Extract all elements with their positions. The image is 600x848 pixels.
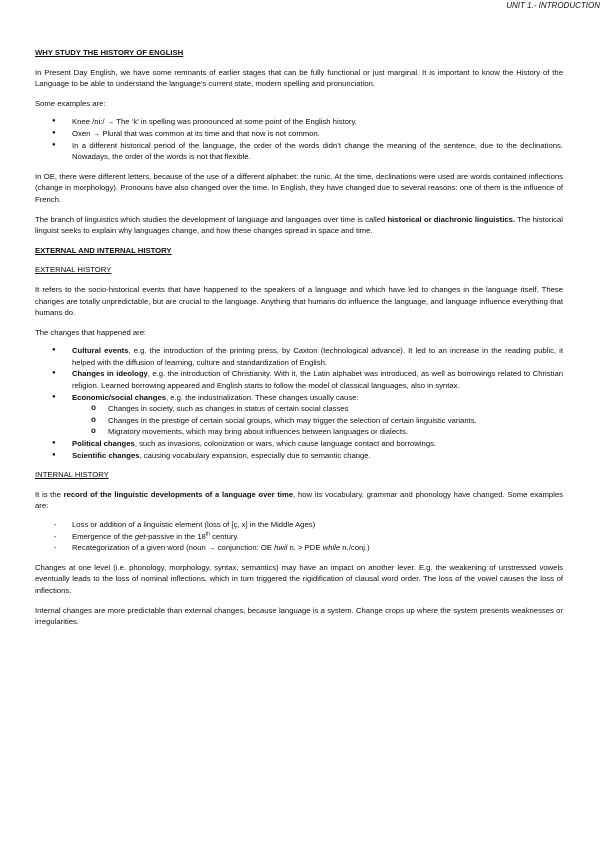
external-paragraph: It refers to the socio-historical events that have happened to the speakers of a language and which have led to changes in the language itself. These changes are totally unpredictable, but are crucial to the language. Anything that humans do influence the language, and language influence everything that humans do. [35,284,563,318]
internal-definition: It is the record of the linguistic developments of a language over time, how its vocabulary, grammar and phonology have changed. Some examples are: [35,489,563,511]
section-title-external-internal: EXTERNAL AND INTERNAL HISTORY [35,245,172,255]
changes-label: The changes that happened are: [35,327,147,337]
list-item: o Changes in society, such as changes in status of certain social classes [35,403,563,415]
external-history-title: EXTERNAL HISTORY [35,265,112,275]
list-item: o Changes in the prestige of certain social groups, which may trigger the selection of certain linguistic variants. [35,415,563,427]
changes-list-continued [35,438,563,461]
list-item: ● In a different historical period of the language, the order of the words didn’t change the meaning of the sentence, due to the declinations. Nowadays, the order of the words is not that flexible. [35,140,563,163]
examples-list [35,116,563,162]
branch-paragraph: The branch of linguistics which studies the development of language and languages over time is called historical or diachronic linguistics. The historical linguist seeks to explain why languages change, and how these changes spread in space and time. [35,214,563,236]
list-item: - Recategorization of a given word (noun → conjunction: OE hwil n. > PDE while n./conj.) [35,542,563,554]
list-item: ● Scientific changes, causing vocabulary expansion, especially due to semantic change. [35,450,563,462]
social-changes-sublist [35,403,563,438]
examples-label: Some examples are: [35,98,106,108]
list-item: - Emergence of the get-passive in the 18th century. [35,531,563,543]
internal-examples-list [35,519,563,554]
list-item: - Loss or addition of a linguistic element (loss of [ç, x] in the Middle Ages) [35,519,563,531]
oe-paragraph: In OE, there were different letters, because of the use of a different alphabet: the runic. At the time, declinations were used are words contained inflections (change in morphology). Pronouns have also changed over the time. In English, they have changed due to several reasons: one of them is the influence of French. [35,171,563,204]
list-item: ● Political changes, such as invasions, colonization or wars, which cause language contact and borrowings. [35,438,563,450]
list-item: ● Cultural events, e.g. the introduction of the printing press, by Caxton (technological advance). It led to an increase in the reading public, it helped with the diffusion of learning, culture and standardization of English. [35,345,563,368]
list-item: ● Changes in ideology, e.g. the introduction of Christianity. With it, the Latin alphabet was introduced, as well as borrowings related to Christian religion. Learned borrowing appeared and English starts to follow the model of classical languages, also in syntax. [35,368,563,391]
list-item: o Migratory movements, which may bring about influences between languages or dialects. [35,426,563,438]
section-title-why-study: WHY STUDY THE HISTORY OF ENGLISH [35,48,184,57]
internal-paragraph-2: Internal changes are more predictable than external changes, because language is a system. Change crops up where the system presents weaknesses or irregularities. [35,605,563,627]
unit-header: UNIT 1.- INTRODUCTION [506,1,600,10]
document-page [35,34,563,628]
changes-list [35,345,563,403]
internal-definition-term: record of the linguistic developments of a language over time [63,489,294,499]
list-item: ● Economic/social changes, e.g. the industrialization. These changes usually cause: [35,392,563,404]
list-item: ● Knee /ni:/ → The ‘k’ in spelling was pronounced at some point of the English history. [35,116,563,128]
intro-paragraph: In Present Day English, we have some remnants of earlier stages that can be fully functional or just marginal. It is important to know the History of the Language to be able to understand the language’s current state, modern spelling and pronunciation. [35,67,563,89]
historical-linguistics-term: historical or diachronic linguistics. [387,214,516,224]
internal-paragraph-1: Changes at one level (i.e. phonology, morphology, syntax, semantics) may have an impact on another lever. E.g. the weakening of unstressed vowels eventually leads to the loss of nominal inflections, which in turn triggered the rigidification of clausal word order. The loss of the vowel causes the loss of inflections. [35,562,563,595]
internal-history-title: INTERNAL HISTORY [35,470,109,480]
list-item: ● Oxen → Plural that was common at its time and that now is not common. [35,128,563,140]
